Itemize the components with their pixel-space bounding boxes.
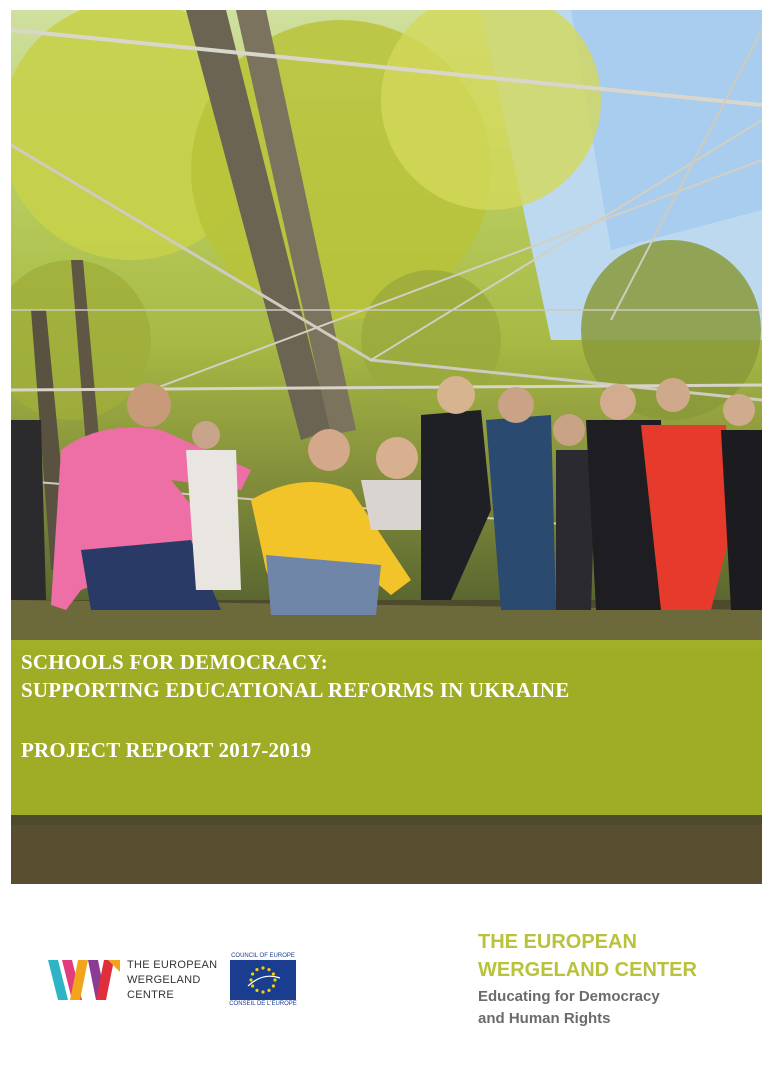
ewc-logo-text-line-1: THE EUROPEAN (127, 959, 218, 971)
coe-flag-icon (230, 960, 296, 1000)
council-of-europe-logo (229, 953, 297, 1009)
wergeland-center-block (478, 928, 748, 1030)
center-name-line-1: THE EUROPEAN (478, 931, 637, 953)
coe-bottom-text: CONSEIL DE L'EUROPE (229, 1001, 297, 1007)
ewc-logo-text-line-2: WERGELAND (127, 974, 201, 986)
center-name-line-2: WERGELAND CENTER (478, 959, 697, 981)
ewc-logo-text-line-3: CENTRE (127, 989, 175, 1001)
coe-top-text: COUNCIL OF EUROPE (231, 953, 295, 959)
title-band (11, 640, 762, 815)
ewc-logo-text (127, 958, 217, 1003)
center-tagline-line-2: and Human Rights (478, 1010, 611, 1027)
coe-stars-icon (230, 960, 296, 1000)
ewc-logo-icon (48, 958, 120, 1002)
report-title-line-1: SCHOOLS FOR DEMOCRACY: (21, 650, 328, 674)
report-subtitle: PROJECT REPORT 2017-2019 (21, 738, 312, 762)
report-title-line-2: SUPPORTING EDUCATIONAL REFORMS IN UKRAINE (21, 678, 570, 702)
center-tagline-line-1: Educating for Democracy (478, 988, 660, 1005)
